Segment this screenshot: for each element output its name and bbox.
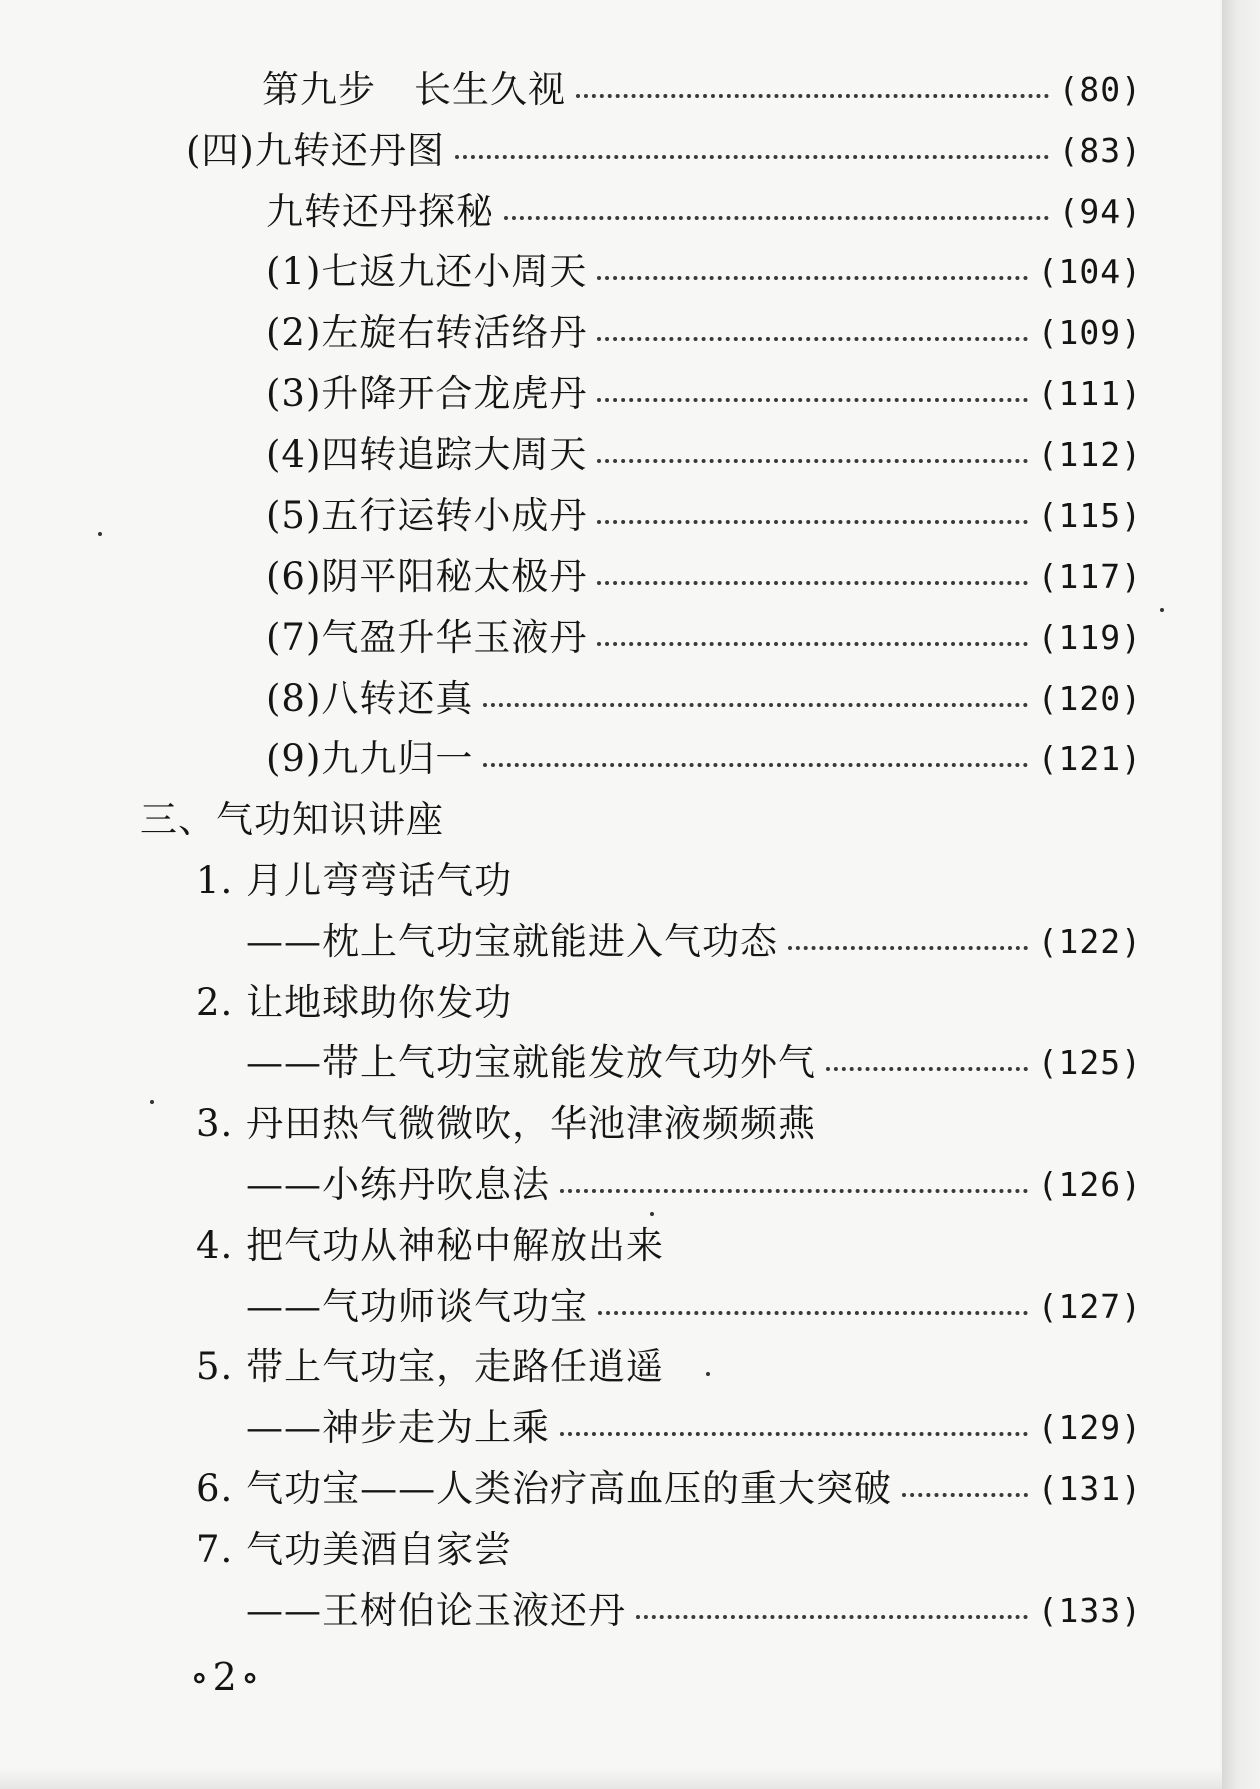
toc-entry-subtitle	[246, 1583, 1142, 1639]
toc-entry	[186, 123, 1142, 179]
toc-entry-title: ——气功师谈气功宝	[246, 1285, 588, 1328]
toc-entry	[266, 305, 1142, 361]
scan-speck	[650, 1212, 654, 1216]
toc-entry-title: 3. 丹田热气微微吹，华池津液频频燕	[196, 1102, 817, 1145]
toc-entry-title: (1)七返九还小周天	[266, 250, 588, 293]
toc-entry-page: (109)	[1037, 313, 1142, 352]
toc-entry-page: (120)	[1037, 679, 1142, 718]
toc-entry-title: (2)左旋右转活络丹	[266, 311, 588, 354]
dot-leader	[597, 581, 1027, 585]
toc-entry-page: (111)	[1037, 374, 1142, 413]
section-heading-title: 三、气功知识讲座	[140, 798, 444, 841]
toc-entry-title: 1. 月儿弯弯话气功	[196, 859, 513, 902]
scan-speck	[1160, 608, 1164, 612]
dot-leader	[826, 1067, 1028, 1071]
toc-entry-title: 九转还丹探秘	[266, 190, 494, 233]
dot-leader	[560, 1189, 1028, 1193]
toc-entry	[196, 1096, 1142, 1152]
dot-leader	[597, 459, 1027, 463]
toc-entry	[196, 1339, 1142, 1395]
toc-entry-page: (115)	[1037, 496, 1142, 535]
toc-entry-subtitle	[246, 1400, 1142, 1456]
toc-entry	[266, 427, 1142, 483]
dot-leader	[597, 398, 1027, 402]
dot-leader	[560, 1432, 1028, 1436]
toc-entry-title: ——带上气功宝就能发放气功外气	[246, 1041, 816, 1084]
toc-entry-title: ——王树伯论玉液还丹	[246, 1589, 626, 1632]
scan-speck	[98, 532, 102, 536]
dot-leader	[902, 1493, 1028, 1497]
toc-entry	[196, 853, 1142, 909]
toc-entry	[196, 975, 1142, 1031]
toc-entry-page: (94)	[1058, 192, 1142, 231]
toc-entry	[196, 1522, 1142, 1578]
dot-leader	[597, 642, 1027, 646]
scan-speck	[150, 1100, 154, 1104]
toc-entry-title: (6)阴平阳秘太极丹	[266, 555, 588, 598]
toc-entry	[196, 1218, 1142, 1274]
toc-entry-title: (5)五行运转小成丹	[266, 494, 588, 537]
toc-entry	[266, 549, 1142, 605]
toc-entry-title: (8)八转还真	[266, 677, 474, 720]
toc-entry-page: (80)	[1058, 70, 1142, 109]
toc-entry-title: (9)九九归一	[266, 737, 474, 780]
toc-entry-page: (133)	[1037, 1591, 1142, 1630]
toc-entry-title: ——小练丹吹息法	[246, 1163, 550, 1206]
toc-entry-title: 5. 带上气功宝，走路任逍遥	[196, 1345, 665, 1388]
dot-leader	[598, 1311, 1028, 1315]
dot-leader	[597, 520, 1027, 524]
toc-entry-page: (131)	[1037, 1469, 1142, 1508]
toc-entry-title: (3)升降开合龙虎丹	[266, 372, 588, 415]
toc-entry-title: 6. 气功宝——人类治疗高血压的重大突破	[196, 1467, 893, 1510]
page-number: ∘2∘	[190, 1655, 264, 1699]
dot-leader	[576, 94, 1049, 98]
dot-leader	[597, 276, 1027, 280]
dot-leader	[504, 216, 1049, 220]
toc-entry	[266, 366, 1142, 422]
toc-entry	[266, 610, 1142, 666]
toc-entry-title: 第九步 长生久视	[262, 68, 566, 111]
toc-entry	[266, 244, 1142, 300]
dot-leader	[483, 763, 1027, 767]
toc-entry-title: ——神步走为上乘	[246, 1406, 550, 1449]
dot-leader	[483, 703, 1027, 707]
toc-entry-title: 7. 气功美酒自家尝	[196, 1528, 513, 1571]
toc-entry-subtitle	[246, 914, 1142, 970]
toc-entry-subtitle	[246, 1157, 1142, 1213]
toc-entry-subtitle	[246, 1035, 1142, 1091]
toc-entry-subtitle	[246, 1279, 1142, 1335]
toc-entry-page: (117)	[1037, 557, 1142, 596]
page-edge-shadow	[1222, 0, 1260, 1789]
scan-speck	[706, 1372, 710, 1376]
toc-entry-page: (126)	[1037, 1165, 1142, 1204]
toc-entry-page: (122)	[1037, 922, 1142, 961]
toc-entry	[266, 731, 1142, 787]
dot-leader	[455, 155, 1049, 159]
toc-entry	[196, 1461, 1142, 1517]
toc-entry-title: 2. 让地球助你发功	[196, 981, 513, 1024]
toc-entry	[266, 184, 1142, 240]
toc-entry	[266, 488, 1142, 544]
section-heading	[140, 792, 1140, 848]
toc-entry-title: (7)气盈升华玉液丹	[266, 616, 588, 659]
toc-entry-title: 4. 把气功从神秘中解放出来	[196, 1224, 665, 1267]
dot-leader	[597, 337, 1027, 341]
page-bottom-edge	[0, 1768, 1222, 1789]
toc-entry-page: (104)	[1037, 252, 1142, 291]
toc-entry-page: (129)	[1037, 1408, 1142, 1447]
toc-entry-title: (四)九转还丹图	[186, 129, 445, 172]
toc-entry-page: (119)	[1037, 618, 1142, 657]
toc-entry-page: (125)	[1037, 1043, 1142, 1082]
toc-entry-title: ——枕上气功宝就能进入气功态	[246, 920, 778, 963]
toc-entry	[262, 62, 1142, 118]
dot-leader	[636, 1615, 1028, 1619]
toc-entry-page: (127)	[1037, 1287, 1142, 1326]
toc-entry-title: (4)四转追踪大周天	[266, 433, 588, 476]
dot-leader	[788, 946, 1028, 950]
toc-entry	[266, 671, 1142, 727]
toc-entry-page: (112)	[1037, 435, 1142, 474]
toc-entry-page: (83)	[1058, 131, 1142, 170]
toc-entry-page: (121)	[1037, 739, 1142, 778]
